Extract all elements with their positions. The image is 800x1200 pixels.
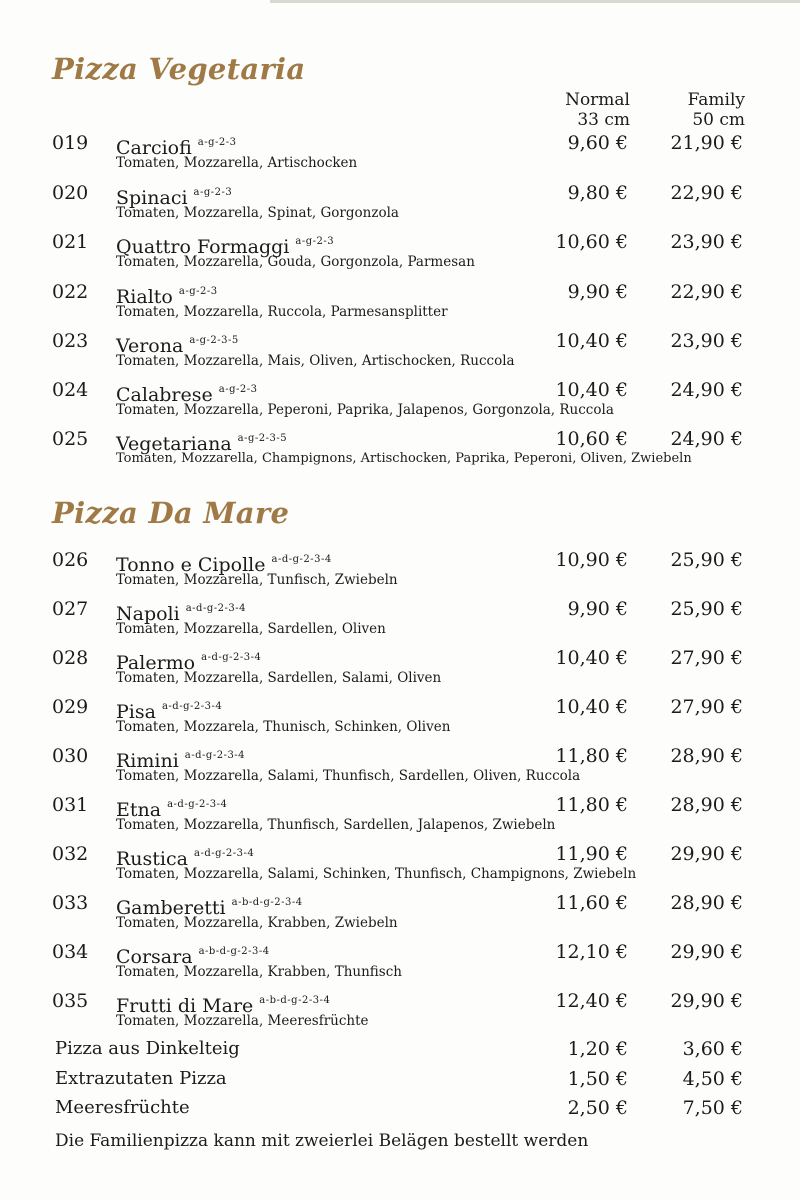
item-allergens: a-d-g-2-3-4 bbox=[185, 603, 246, 614]
price-normal: 10,40 € bbox=[555, 379, 628, 401]
menu-item bbox=[0, 694, 800, 742]
price-normal: 10,60 € bbox=[555, 428, 628, 450]
column-header-family-size: 50 cm bbox=[692, 110, 745, 130]
extra-row bbox=[0, 1066, 800, 1094]
item-allergens: a-g-2-3 bbox=[295, 236, 335, 247]
item-description: Tomaten, Mozzarella, Artischocken bbox=[116, 155, 358, 171]
extra-price-family: 4,50 € bbox=[682, 1068, 743, 1090]
price-normal: 10,40 € bbox=[555, 647, 628, 669]
item-name-text: Verona bbox=[116, 335, 184, 357]
price-normal: 10,90 € bbox=[555, 549, 628, 571]
price-family: 23,90 € bbox=[670, 231, 743, 253]
menu-item bbox=[0, 792, 800, 840]
item-name-text: Calabrese bbox=[116, 384, 213, 406]
item-name-text: Carciofi bbox=[116, 137, 192, 159]
item-allergens: a-g-2-3 bbox=[178, 286, 218, 297]
extra-label: Pizza aus Dinkelteig bbox=[55, 1038, 240, 1059]
item-allergens: a-g-2-3 bbox=[193, 187, 233, 198]
price-normal: 10,40 € bbox=[555, 330, 628, 352]
item-name-text: Vegetariana bbox=[116, 433, 232, 455]
item-number: 031 bbox=[52, 794, 89, 816]
price-normal: 11,80 € bbox=[555, 794, 628, 816]
item-number: 021 bbox=[52, 231, 89, 253]
item-name-text: Pisa bbox=[116, 701, 156, 723]
price-normal: 10,40 € bbox=[555, 696, 628, 718]
price-normal: 12,40 € bbox=[555, 990, 628, 1012]
price-family: 22,90 € bbox=[670, 281, 743, 303]
menu-item bbox=[0, 890, 800, 938]
item-allergens: a-d-g-2-3-4 bbox=[201, 652, 262, 663]
extra-label: Meeresfrüchte bbox=[55, 1097, 190, 1118]
item-name-text: Quattro Formaggi bbox=[116, 236, 290, 258]
menu-item bbox=[0, 229, 800, 277]
menu-item bbox=[0, 547, 800, 595]
price-family: 22,90 € bbox=[670, 182, 743, 204]
item-description: Tomaten, Mozzarella, Ruccola, Parmesansplitter bbox=[116, 304, 448, 320]
item-name-text: Corsara bbox=[116, 946, 193, 968]
item-number: 034 bbox=[52, 941, 89, 963]
top-divider bbox=[270, 0, 800, 3]
item-name-text: Tonno e Cipolle bbox=[116, 554, 266, 576]
extra-price-normal: 1,20 € bbox=[567, 1038, 628, 1060]
item-number: 023 bbox=[52, 330, 89, 352]
item-allergens: a-b-d-g-2-3-4 bbox=[198, 946, 270, 957]
item-allergens: a-d-g-2-3-4 bbox=[161, 701, 223, 712]
column-header-family bbox=[688, 90, 745, 130]
item-number: 033 bbox=[52, 892, 89, 914]
menu-item bbox=[0, 377, 800, 425]
price-normal: 10,60 € bbox=[555, 231, 628, 253]
item-description: Tomaten, Mozzarella, Champignons, Artischocken, Paprika, Peperoni, Oliven, Zwiebeln bbox=[116, 451, 692, 466]
extra-row bbox=[0, 1036, 800, 1064]
extra-price-normal: 2,50 € bbox=[567, 1097, 628, 1119]
item-name-text: Napoli bbox=[116, 603, 180, 625]
price-normal: 9,90 € bbox=[567, 281, 628, 303]
item-allergens: a-g-2-3 bbox=[218, 384, 258, 395]
price-family: 25,90 € bbox=[670, 549, 743, 571]
item-number: 035 bbox=[52, 990, 89, 1012]
item-description: Tomaten, Mozzarella, Salami, Schinken, Thunfisch, Champignons, Zwiebeln bbox=[116, 866, 637, 882]
price-family: 28,90 € bbox=[670, 892, 743, 914]
item-description: Tomaten, Mozzarella, Sardellen, Salami, Oliven bbox=[116, 670, 442, 686]
item-description: Tomaten, Mozzarella, Meeresfrüchte bbox=[116, 1013, 369, 1029]
price-family: 23,90 € bbox=[670, 330, 743, 352]
item-name-text: Gamberetti bbox=[116, 897, 226, 919]
menu-item bbox=[0, 180, 800, 228]
item-description: Tomaten, Mozzarella, Gouda, Gorgonzola, Parmesan bbox=[116, 254, 475, 270]
price-normal: 9,90 € bbox=[567, 598, 628, 620]
price-family: 29,90 € bbox=[670, 941, 743, 963]
price-family: 28,90 € bbox=[670, 745, 743, 767]
price-family: 24,90 € bbox=[670, 428, 743, 450]
item-number: 030 bbox=[52, 745, 89, 767]
item-allergens: a-b-d-g-2-3-4 bbox=[231, 897, 303, 908]
item-number: 028 bbox=[52, 647, 89, 669]
column-header-normal bbox=[565, 90, 630, 130]
price-normal: 11,80 € bbox=[555, 745, 628, 767]
extra-price-family: 7,50 € bbox=[682, 1097, 743, 1119]
item-allergens: a-d-g-2-3-4 bbox=[271, 554, 332, 565]
section-title-da-mare: Pizza Da Mare bbox=[52, 496, 290, 530]
extra-price-family: 3,60 € bbox=[682, 1038, 743, 1060]
item-number: 032 bbox=[52, 843, 89, 865]
column-header-normal-label: Normal bbox=[565, 90, 630, 110]
item-name-text: Rimini bbox=[116, 750, 179, 772]
item-number: 024 bbox=[52, 379, 89, 401]
price-family: 28,90 € bbox=[670, 794, 743, 816]
price-normal: 11,60 € bbox=[555, 892, 628, 914]
price-family: 29,90 € bbox=[670, 843, 743, 865]
extra-label: Extrazutaten Pizza bbox=[55, 1068, 227, 1089]
item-description: Tomaten, Mozzarella, Peperoni, Paprika, Jalapenos, Gorgonzola, Ruccola bbox=[116, 402, 614, 418]
price-family: 27,90 € bbox=[670, 647, 743, 669]
item-number: 019 bbox=[52, 132, 89, 154]
extra-price-normal: 1,50 € bbox=[567, 1068, 628, 1090]
item-name-text: Rustica bbox=[116, 848, 188, 870]
item-number: 025 bbox=[52, 428, 89, 450]
item-allergens: a-d-g-2-3-4 bbox=[167, 799, 228, 810]
price-normal: 12,10 € bbox=[555, 941, 628, 963]
item-number: 026 bbox=[52, 549, 89, 571]
menu-item bbox=[0, 988, 800, 1036]
column-header-family-label: Family bbox=[687, 90, 745, 110]
item-number: 029 bbox=[52, 696, 89, 718]
price-normal: 9,80 € bbox=[567, 182, 628, 204]
item-number: 022 bbox=[52, 281, 89, 303]
item-number: 027 bbox=[52, 598, 89, 620]
price-family: 24,90 € bbox=[670, 379, 743, 401]
item-name-text: Frutti di Mare bbox=[116, 995, 254, 1017]
price-family: 27,90 € bbox=[670, 696, 743, 718]
item-allergens: a-g-2-3-5 bbox=[189, 335, 239, 346]
price-family: 29,90 € bbox=[670, 990, 743, 1012]
item-allergens: a-b-d-g-2-3-4 bbox=[259, 995, 331, 1006]
extra-row bbox=[0, 1095, 800, 1123]
section-title-vegetaria: Pizza Vegetaria bbox=[52, 52, 306, 86]
price-normal: 9,60 € bbox=[567, 132, 628, 154]
footnote: Die Familienpizza kann mit zweierlei Belägen bestellt werden bbox=[55, 1131, 589, 1151]
item-description: Tomaten, Mozzarela, Thunisch, Schinken, Oliven bbox=[116, 719, 451, 735]
item-description: Tomaten, Mozzarella, Tunfisch, Zwiebeln bbox=[116, 572, 398, 588]
menu-item bbox=[0, 645, 800, 693]
item-allergens: a-g-2-3-5 bbox=[237, 433, 288, 444]
item-description: Tomaten, Mozzarella, Thunfisch, Sardellen, Jalapenos, Zwiebeln bbox=[116, 817, 556, 833]
column-header-normal-size: 33 cm bbox=[577, 110, 630, 130]
item-number: 020 bbox=[52, 182, 89, 204]
menu-item bbox=[0, 841, 800, 889]
item-name-text: Palermo bbox=[116, 652, 196, 674]
price-family: 25,90 € bbox=[670, 598, 743, 620]
menu-item bbox=[0, 130, 800, 178]
price-family: 21,90 € bbox=[670, 132, 743, 154]
menu-item bbox=[0, 279, 800, 327]
item-allergens: a-d-g-2-3-4 bbox=[184, 750, 246, 761]
menu-item bbox=[0, 939, 800, 987]
item-allergens: a-d-g-2-3-4 bbox=[193, 848, 255, 859]
item-description: Tomaten, Mozzarella, Krabben, Zwiebeln bbox=[116, 915, 398, 931]
item-description: Tomaten, Mozzarella, Mais, Oliven, Artischocken, Ruccola bbox=[116, 353, 515, 369]
item-name-text: Etna bbox=[116, 799, 162, 821]
menu-item bbox=[0, 328, 800, 376]
item-description: Tomaten, Mozzarella, Salami, Thunfisch, Sardellen, Oliven, Ruccola bbox=[116, 768, 581, 784]
item-name-text: Spinaci bbox=[116, 187, 188, 209]
item-description: Tomaten, Mozzarella, Spinat, Gorgonzola bbox=[116, 205, 399, 221]
item-name-text: Rialto bbox=[116, 286, 173, 308]
menu-item bbox=[0, 426, 800, 474]
item-description: Tomaten, Mozzarella, Sardellen, Oliven bbox=[116, 621, 386, 637]
item-description: Tomaten, Mozzarella, Krabben, Thunfisch bbox=[116, 964, 402, 980]
menu-item bbox=[0, 596, 800, 644]
price-normal: 11,90 € bbox=[555, 843, 628, 865]
item-allergens: a-g-2-3 bbox=[197, 137, 237, 148]
menu-item bbox=[0, 743, 800, 791]
